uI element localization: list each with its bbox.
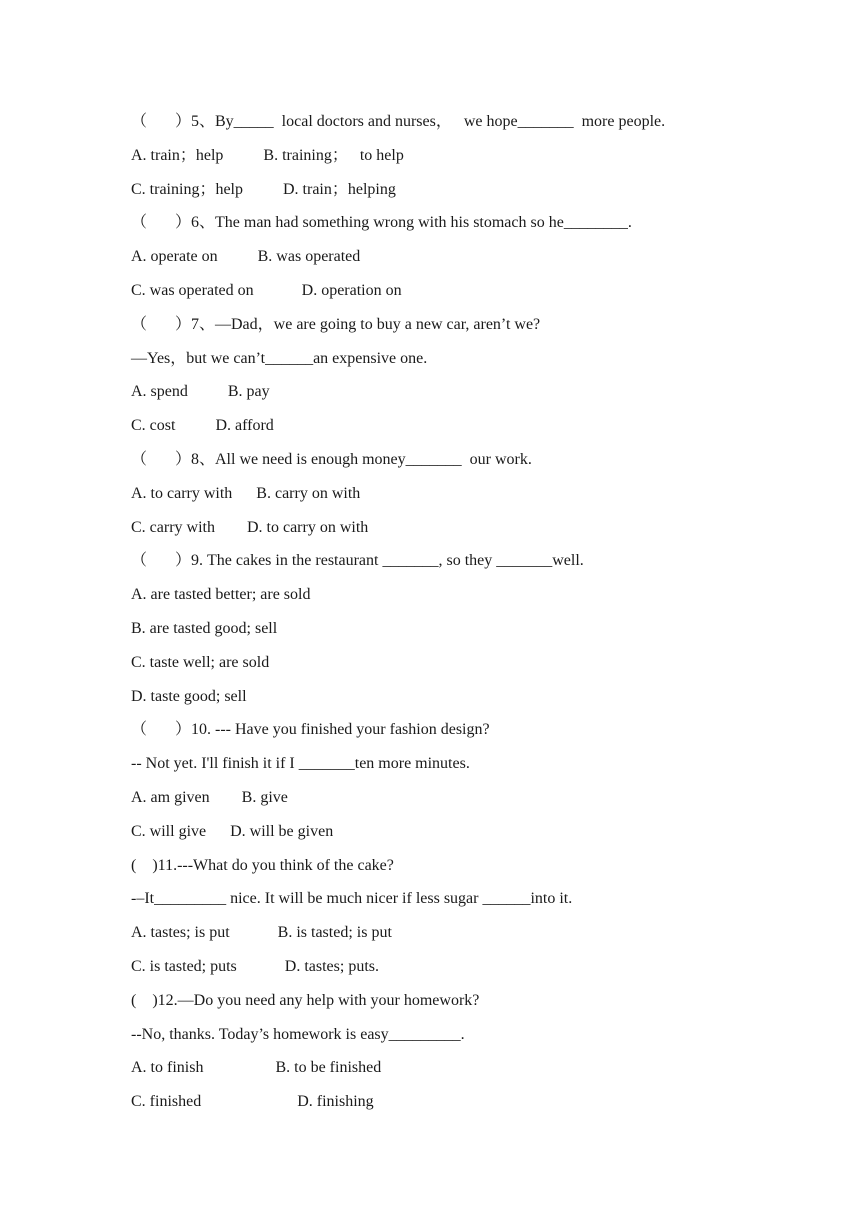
question-8-options-ab: A. to carry with B. carry on with xyxy=(131,484,361,502)
question-11-options-cd: C. is tasted; puts D. tastes; puts. xyxy=(131,957,379,975)
question-7-options-cd: C. cost D. afford xyxy=(131,417,274,435)
question-11-reply: -–It_________ nice. It will be much nicer if less sugar ______into it. xyxy=(131,890,573,908)
question-8-stem: （ ）8、All we need is enough money_______ our work. xyxy=(131,450,532,468)
question-9-option-a: A. are tasted better; are sold xyxy=(131,586,311,604)
question-6-stem: （ ）6、The man had something wrong with his stomach so he________. xyxy=(131,214,632,232)
question-9-option-c: C. taste well; are sold xyxy=(131,653,270,671)
question-7-stem: （ ）7、—Dad，we are going to buy a new car, aren’t we? xyxy=(131,315,541,333)
question-12-options-ab: A. to finish B. to be finished xyxy=(131,1059,382,1077)
question-12-stem: ( )12.—Do you need any help with your homework? xyxy=(131,991,480,1009)
question-8-options-cd: C. carry with D. to carry on with xyxy=(131,518,369,536)
question-7-options-ab: A. spend B. pay xyxy=(131,383,270,401)
question-11-stem: ( )11.---What do you think of the cake? xyxy=(131,856,394,874)
worksheet-page xyxy=(131,109,771,1123)
question-12-options-cd: C. finished D. finishing xyxy=(131,1093,374,1111)
question-10-options-cd: C. will give D. will be given xyxy=(131,822,334,840)
question-10-reply: -- Not yet. I'll finish it if I _______ten more minutes. xyxy=(131,755,470,773)
question-10-options-ab: A. am given B. give xyxy=(131,788,288,806)
question-9-option-d: D. taste good; sell xyxy=(131,687,247,705)
question-6-options-cd: C. was operated on D. operation on xyxy=(131,281,402,299)
question-5-options-ab: A. train；help B. training； to help xyxy=(131,146,404,164)
question-9-option-b: B. are tasted good; sell xyxy=(131,619,278,637)
question-5-stem: （ ）5、By_____ local doctors and nurses， we hope_______ more people. xyxy=(131,113,666,130)
question-5-options-cd: C. training；help D. train；helping xyxy=(131,180,396,198)
question-7-reply: —Yes，but we can’t______an expensive one. xyxy=(131,349,428,367)
question-9-stem: （ ）9. The cakes in the restaurant _______, so they _______well. xyxy=(131,552,584,570)
question-12-reply: --No, thanks. Today’s homework is easy_________. xyxy=(131,1025,465,1043)
question-11-options-ab: A. tastes; is put B. is tasted; is put xyxy=(131,924,392,942)
question-10-stem: （ ）10. --- Have you finished your fashion design? xyxy=(131,721,490,739)
question-6-options-ab: A. operate on B. was operated xyxy=(131,248,361,266)
